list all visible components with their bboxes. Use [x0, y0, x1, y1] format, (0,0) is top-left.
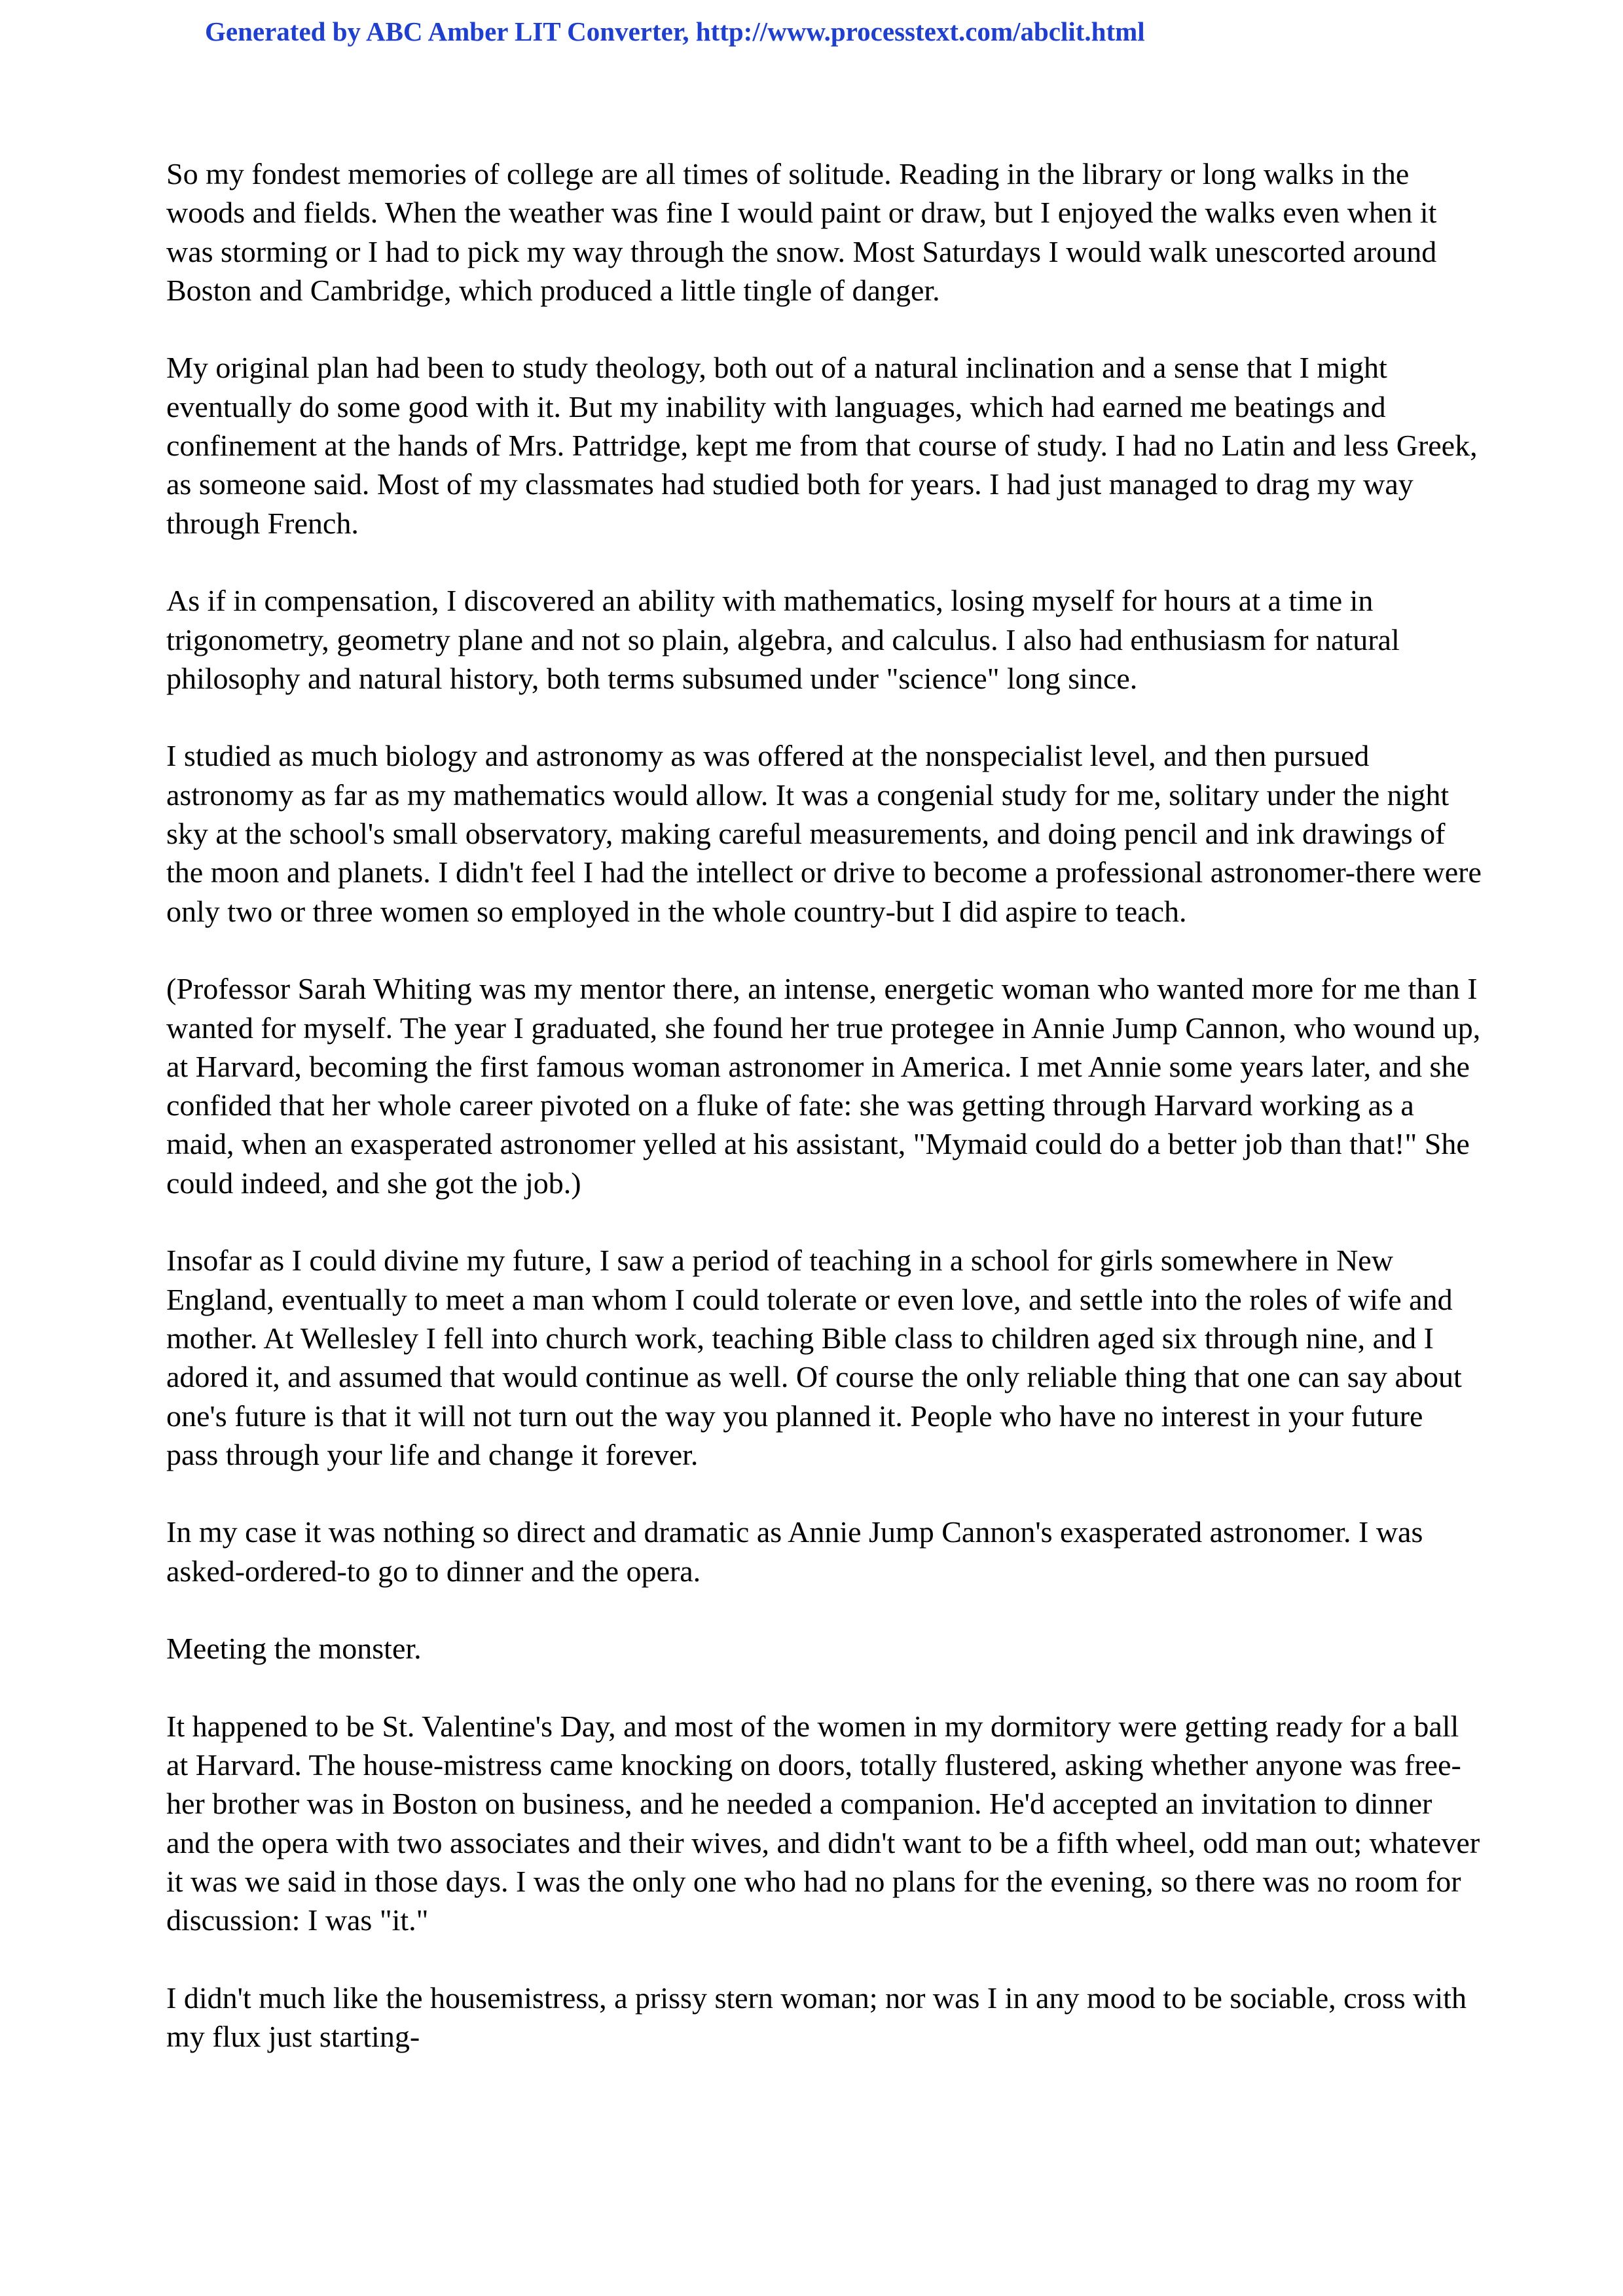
paragraph-5: (Professor Sarah Whiting was my mentor there, an intense, energetic woman who wanted more for me than I wanted for myself. The year I graduated, she found her true protegee in Annie Jump Cannon, who wound up, at Harvard, becoming the first famous woman astronomer in America. I met Annie some years later, and she confided that her whole career pivoted on a fluke of fate: she was getting through Harvard working as a maid, when an exasperated astronomer yelled at his assistant, "Mymaid could do a better job than that!" She could indeed, and she got the job.)	[166, 972, 1481, 1200]
paragraph-4: I studied as much biology and astronomy as was offered at the nonspecialist level, and then pursued astronomy as far as my mathematics would allow. It was a congenial study for me, solitary under the night sky at the school's small observatory, making careful measurements, and doing pencil and ink drawings of the moon and planets. I didn't feel I had the intellect or drive to become a professional astronomer-there were only two or three women so employed in the whole country-but I did aspire to teach.	[166, 739, 1482, 928]
document-body	[166, 154, 1482, 2095]
paragraph-9: It happened to be St. Valentine's Day, and most of the women in my dormitory were getting ready for a ball at Harvard. The house-mistress came knocking on doors, totally flustered, asking whether anyone was free-her brother was in Boston on business, and he needed a companion. He'd accepted an invitation to dinner and the opera with two associates and their wives, and didn't want to be a fifth wheel, odd man out; whatever it was we said in those days. I was the only one who had no plans for the evening, so there was no room for discussion: I was "it."	[166, 1709, 1480, 1937]
converter-header: Generated by ABC Amber LIT Converter, http://www.processtext.com/abclit.html	[205, 16, 1145, 46]
paragraph-1: So my fondest memories of college are all times of solitude. Reading in the library or long walks in the woods and fields. When the weather was fine I would paint or draw, but I enjoyed the walks even when it was storming or I had to pick my way through the snow. Most Saturdays I would walk unescorted around Boston and Cambridge, which produced a little tingle of danger.	[166, 157, 1437, 307]
paragraph-2: My original plan had been to study theology, both out of a natural inclination and a sense that I might eventually do some good with it. But my inability with languages, which had earned me beatings and confinement at the hands of Mrs. Pattridge, kept me from that course of study. I had no Latin and less Greek, as someone said. Most of my classmates had studied both for years. I had just managed to drag my way through French.	[166, 351, 1478, 540]
paragraph-10: I didn't much like the housemistress, a prissy stern woman; nor was I in any mood to be sociable, cross with my flux just starting-	[166, 1981, 1467, 2054]
paragraph-8: Meeting the monster.	[166, 1632, 422, 1666]
paragraph-7: In my case it was nothing so direct and dramatic as Annie Jump Cannon's exasperated astronomer. I was asked-ordered-to go to dinner and the opera.	[166, 1515, 1423, 1588]
paragraph-6: Insofar as I could divine my future, I saw a period of teaching in a school for girls somewhere in New England, eventually to meet a man whom I could tolerate or even love, and settle into the roles of wife and mother. At Wellesley I fell into church work, teaching Bible class to children aged six through nine, and I adored it, and assumed that would continue as well. Of course the only reliable thing that one can say about one's future is that it will not turn out the way you planned it. People who have no interest in your future pass through your life and change it forever.	[166, 1244, 1462, 1471]
paragraph-3: As if in compensation, I discovered an ability with mathematics, losing myself for hours at a time in trigonometry, geometry plane and not so plain, algebra, and calculus. I also had enthusiasm for natural philosophy and natural history, both terms subsumed under "science" long since.	[166, 584, 1400, 695]
